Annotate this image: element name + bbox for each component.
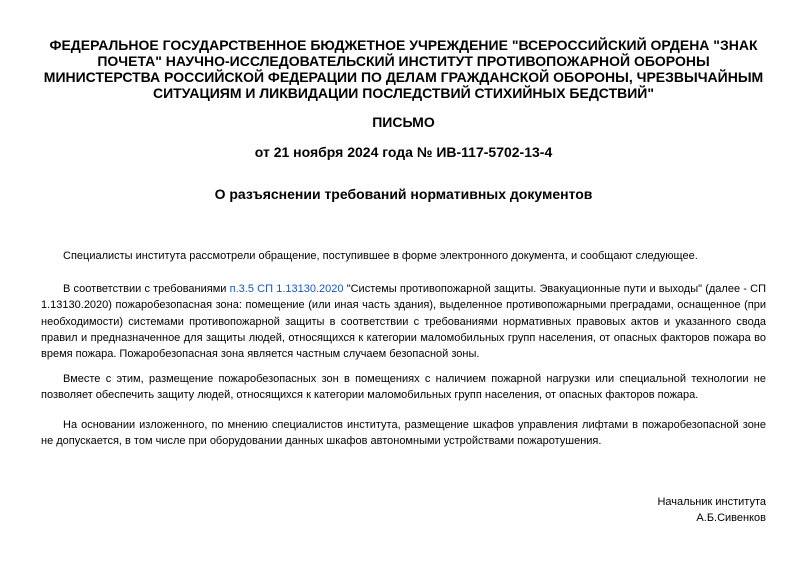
document-number: от 21 ноября 2024 года № ИВ-117-5702-13-4	[254, 144, 553, 160]
paragraph-2	[41, 281, 766, 362]
paragraph-4: На основании изложенного, по мнению специалистов института, размещение шкафов управления лифтами в пожаробезопасной зоне не допускается, в том числе при оборудовании данных шкафов автономными устройствами пожаротушения.	[41, 419, 766, 448]
document-subject: О разъяснении требований нормативных документов	[214, 186, 593, 202]
signatory-position: Начальник института	[657, 496, 766, 508]
paragraph-3: Вместе с этим, размещение пожаробезопасных зон в помещениях с наличием пожарной нагрузки или специальной технологии не позволяет обеспечить защиту людей, относящихся к категории маломобильных групп населения, от опасных факторов пожара.	[41, 373, 766, 402]
document-type: ПИСЬМО	[372, 114, 435, 130]
link-clause-3-5[interactable]: п.3.5	[229, 283, 254, 295]
paragraph-1: Специалисты института рассмотрели обращение, поступившее в форме электронного документа, и сообщают следующее.	[63, 250, 698, 262]
link-sp-1-13130-2020[interactable]: СП 1.13130.2020	[257, 283, 344, 295]
organization-name: ФЕДЕРАЛЬНОЕ ГОСУДАРСТВЕННОЕ БЮДЖЕТНОЕ УЧРЕЖДЕНИЕ "ВСЕРОССИЙСКИЙ ОРДЕНА "ЗНАК ПОЧЕТА" НАУЧНО-ИССЛЕДОВАТЕЛЬСКИЙ ИНСТИТУТ ПРОТИВОПОЖАРНОЙ ОБОРОНЫ МИНИСТЕРСТВА РОССИЙСКОЙ ФЕДЕРАЦИИ ПО ДЕЛАМ ГРАЖДАНСКОЙ ОБОРОНЫ, ЧРЕЗВЫЧАЙНЫМ СИТУАЦИЯМ И ЛИКВИДАЦИИ ПОСЛЕДСТВИЙ СТИХИЙНЫХ БЕДСТВИЙ"	[43, 37, 764, 101]
paragraph-2-intro: В соответствии с требованиями	[63, 283, 230, 295]
signatory-name: А.Б.Сивенков	[696, 512, 766, 524]
paragraph-2-rest: "Системы противопожарной защиты. Эвакуационные пути и выходы" (далее - СП 1.13130.2020) пожаробезопасная зона: помещение (или иная часть здания), выделенное противопожарными преградами, оснащенное (при необходимости) системами противопожарной защиты в соответствии с требованиями нормативных правовых актов и указанного свода правил и предназначенное для защиты людей, относящихся к категории маломобильных групп населения, от опасных факторов пожара во время пожара. Пожаробезопасная зона является частным случаем безопасной зоны.	[41, 283, 766, 361]
